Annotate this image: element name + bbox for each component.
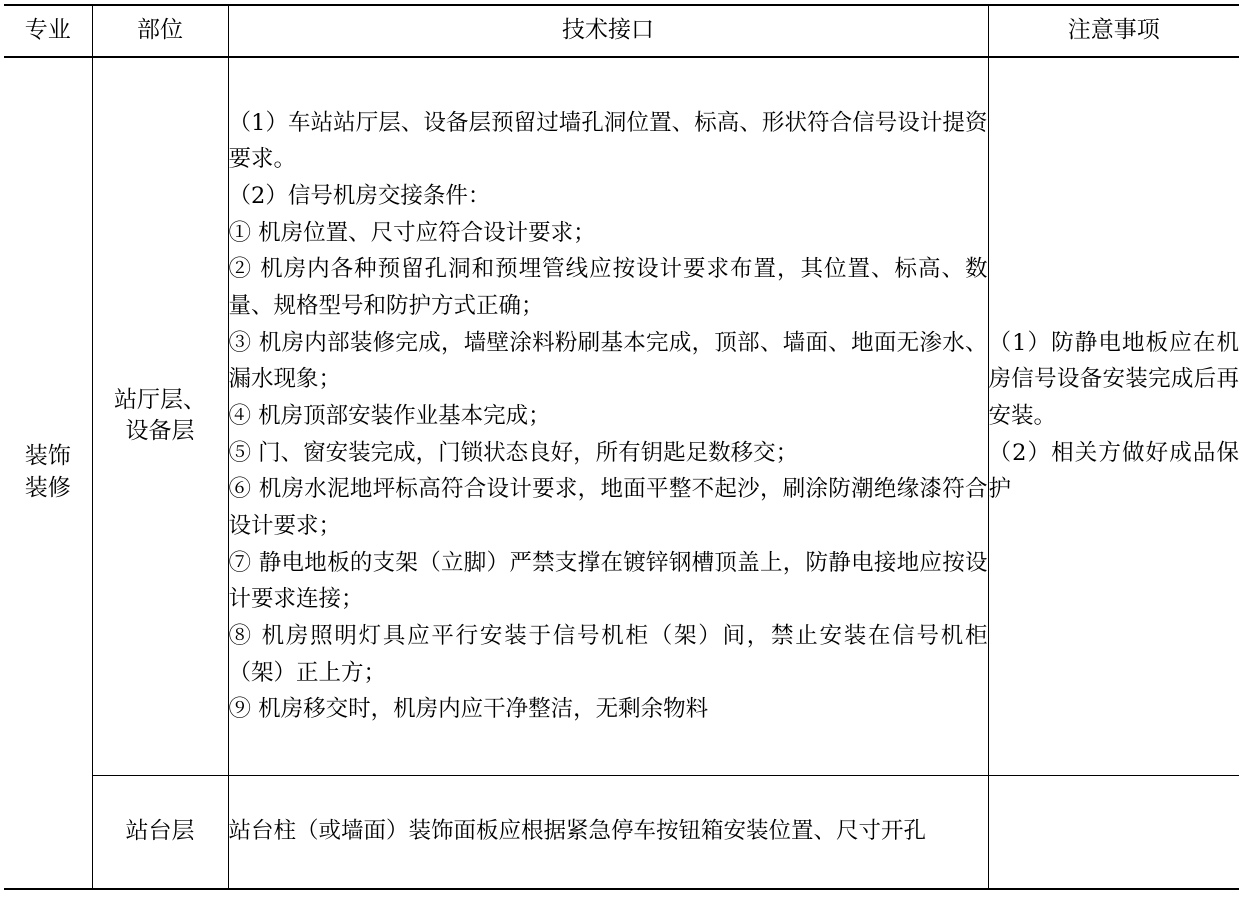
major-line-1: 装饰 <box>24 443 71 470</box>
tech-paragraph: ⑦ 静电地板的支架（立脚）严禁支撑在镀锌钢槽顶盖上，防静电接地应按设计要求连接； <box>228 549 988 613</box>
tech-paragraph: 站台柱（或墙面）装饰面板应根据紧急停车按钮箱安装位置、尺寸开孔 <box>228 818 927 845</box>
cell-technical-interface-1 <box>228 57 988 775</box>
part-line-1: 站台层 <box>125 817 195 844</box>
header-notes: 注意事项 <box>988 5 1239 57</box>
table-row <box>4 775 1239 889</box>
header-technical-interface: 技术接口 <box>228 5 988 57</box>
tech-paragraph: ② 机房内各种预留孔洞和预埋管线应按设计要求布置，其位置、标高、数量、规格型号和防护方式正确； <box>228 256 988 319</box>
part-line-1: 站厅层、 <box>114 386 206 413</box>
tech-paragraph: （1）车站站厅层、设备层预留过墙孔洞位置、标高、形状符合信号设计提资要求。 <box>228 109 988 173</box>
part-line-2: 设备层 <box>125 418 195 445</box>
table-header-row <box>4 5 1239 57</box>
header-part: 部位 <box>92 5 228 57</box>
tech-paragraph: ③ 机房内部装修完成，墙壁涂料粉刷基本完成，顶部、墙面、地面无渗水、漏水现象； <box>228 329 988 393</box>
tech-paragraph: ① 机房位置、尺寸应符合设计要求； <box>228 219 596 246</box>
cell-major-decoration <box>4 57 92 889</box>
table-row <box>4 57 1239 775</box>
cell-notes-1 <box>988 57 1239 775</box>
document-page <box>0 4 1243 902</box>
tech-paragraph: ⑧ 机房照明灯具应平行安装于信号机柜（架）间，禁止安装在信号机柜（架）正上方； <box>228 622 988 686</box>
note-paragraph: （2）相关方做好成品保护 <box>988 439 1239 503</box>
tech-paragraph: （2）信号机房交接条件： <box>228 182 491 209</box>
tech-paragraph: ⑤ 门、窗安装完成，门锁状态良好，所有钥匙足数移交； <box>228 439 799 466</box>
cell-part-platform <box>92 775 228 889</box>
tech-paragraph: ⑥ 机房水泥地坪标高符合设计要求，地面平整不起沙，刷涂防潮绝缘漆符合设计要求； <box>228 476 988 539</box>
cell-notes-2 <box>988 775 1239 889</box>
cell-technical-interface-2 <box>228 775 988 889</box>
cell-part-hall-equipment <box>92 57 228 775</box>
note-paragraph: （1）防静电地板应在机房信号设备安装完成后再安装。 <box>988 329 1239 429</box>
tech-paragraph: ⑨ 机房移交时，机房内应干净整洁，无剩余物料 <box>228 696 709 723</box>
major-line-2: 装修 <box>24 475 71 501</box>
tech-paragraph: ④ 机房顶部安装作业基本完成； <box>228 402 551 429</box>
header-major: 专业 <box>4 5 92 57</box>
technical-interface-table <box>4 4 1239 890</box>
